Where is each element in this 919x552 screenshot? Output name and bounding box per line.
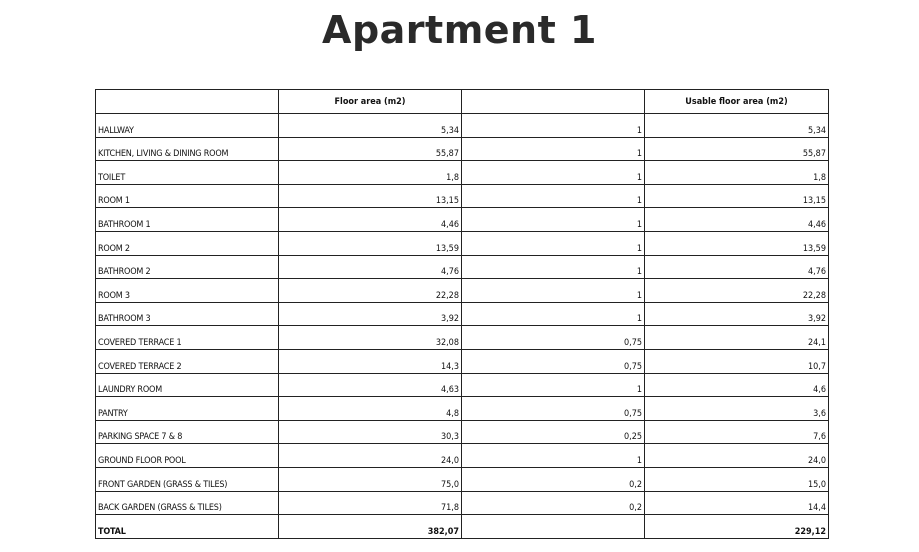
room-name-cell: TOILET bbox=[96, 161, 279, 185]
coefficient-cell: 1 bbox=[462, 302, 645, 326]
floor-area-cell: 4,46 bbox=[279, 208, 462, 232]
table-row bbox=[96, 161, 829, 185]
table-row bbox=[96, 255, 829, 279]
floor-area-cell: 71,8 bbox=[279, 491, 462, 515]
total-coefficient-cell bbox=[462, 515, 645, 539]
room-name-cell: ROOM 2 bbox=[96, 231, 279, 255]
room-name-cell: GROUND FLOOR POOL bbox=[96, 444, 279, 468]
floor-area-cell: 3,92 bbox=[279, 302, 462, 326]
floor-area-table bbox=[95, 89, 829, 539]
usable-area-cell: 4,6 bbox=[645, 373, 829, 397]
floor-area-cell: 4,8 bbox=[279, 397, 462, 421]
usable-area-cell: 13,59 bbox=[645, 231, 829, 255]
usable-area-cell: 13,15 bbox=[645, 184, 829, 208]
table-row bbox=[96, 444, 829, 468]
coefficient-cell: 1 bbox=[462, 255, 645, 279]
coefficient-cell: 1 bbox=[462, 208, 645, 232]
coefficient-cell: 1 bbox=[462, 184, 645, 208]
floor-area-cell: 14,3 bbox=[279, 349, 462, 373]
room-name-cell: PANTRY bbox=[96, 397, 279, 421]
header-coefficient bbox=[462, 90, 645, 114]
usable-area-cell: 24,1 bbox=[645, 326, 829, 350]
coefficient-cell: 1 bbox=[462, 279, 645, 303]
room-name-cell: COVERED TERRACE 1 bbox=[96, 326, 279, 350]
usable-area-cell: 14,4 bbox=[645, 491, 829, 515]
coefficient-cell: 0,75 bbox=[462, 397, 645, 421]
usable-area-cell: 10,7 bbox=[645, 349, 829, 373]
room-name-cell: ROOM 3 bbox=[96, 279, 279, 303]
room-name-cell: COVERED TERRACE 2 bbox=[96, 349, 279, 373]
table-row bbox=[96, 302, 829, 326]
total-room-name-cell: TOTAL bbox=[96, 515, 279, 539]
table-row bbox=[96, 397, 829, 421]
floor-area-cell: 24,0 bbox=[279, 444, 462, 468]
floor-area-cell: 5,34 bbox=[279, 114, 462, 138]
table-row bbox=[96, 114, 829, 138]
coefficient-cell: 0,75 bbox=[462, 349, 645, 373]
floor-area-cell: 13,15 bbox=[279, 184, 462, 208]
usable-area-cell: 24,0 bbox=[645, 444, 829, 468]
room-name-cell: BATHROOM 3 bbox=[96, 302, 279, 326]
coefficient-cell: 1 bbox=[462, 114, 645, 138]
total-usable-area-cell: 229,12 bbox=[645, 515, 829, 539]
header-room bbox=[96, 90, 279, 114]
coefficient-cell: 0,75 bbox=[462, 326, 645, 350]
room-name-cell: KITCHEN, LIVING & DINING ROOM bbox=[96, 137, 279, 161]
usable-area-cell: 22,28 bbox=[645, 279, 829, 303]
floor-area-cell: 13,59 bbox=[279, 231, 462, 255]
floor-area-cell: 22,28 bbox=[279, 279, 462, 303]
coefficient-cell: 1 bbox=[462, 161, 645, 185]
room-name-cell: BATHROOM 1 bbox=[96, 208, 279, 232]
table-row bbox=[96, 326, 829, 350]
floor-area-cell: 32,08 bbox=[279, 326, 462, 350]
table-row bbox=[96, 349, 829, 373]
coefficient-cell: 0,2 bbox=[462, 491, 645, 515]
coefficient-cell: 1 bbox=[462, 373, 645, 397]
header-usable-area: Usable floor area (m2) bbox=[645, 90, 829, 114]
table-row bbox=[96, 467, 829, 491]
table-row bbox=[96, 137, 829, 161]
total-row bbox=[96, 515, 829, 539]
floor-area-cell: 4,76 bbox=[279, 255, 462, 279]
coefficient-cell: 1 bbox=[462, 231, 645, 255]
usable-area-cell: 1,8 bbox=[645, 161, 829, 185]
coefficient-cell: 1 bbox=[462, 137, 645, 161]
table-header-row bbox=[96, 90, 829, 114]
usable-area-cell: 3,92 bbox=[645, 302, 829, 326]
coefficient-cell: 0,25 bbox=[462, 420, 645, 444]
coefficient-cell: 0,2 bbox=[462, 467, 645, 491]
usable-area-cell: 7,6 bbox=[645, 420, 829, 444]
usable-area-cell: 4,76 bbox=[645, 255, 829, 279]
usable-area-cell: 3,6 bbox=[645, 397, 829, 421]
page-title: Apartment 1 bbox=[322, 8, 597, 52]
floor-area-cell: 4,63 bbox=[279, 373, 462, 397]
usable-area-cell: 4,46 bbox=[645, 208, 829, 232]
table-row bbox=[96, 208, 829, 232]
header-floor-area: Floor area (m2) bbox=[279, 90, 462, 114]
floor-area-cell: 55,87 bbox=[279, 137, 462, 161]
usable-area-cell: 15,0 bbox=[645, 467, 829, 491]
coefficient-cell: 1 bbox=[462, 444, 645, 468]
table-row bbox=[96, 491, 829, 515]
table-row bbox=[96, 373, 829, 397]
table-row bbox=[96, 420, 829, 444]
room-name-cell: LAUNDRY ROOM bbox=[96, 373, 279, 397]
table-row bbox=[96, 279, 829, 303]
usable-area-cell: 55,87 bbox=[645, 137, 829, 161]
floor-area-cell: 1,8 bbox=[279, 161, 462, 185]
room-name-cell: HALLWAY bbox=[96, 114, 279, 138]
table-row bbox=[96, 231, 829, 255]
room-name-cell: ROOM 1 bbox=[96, 184, 279, 208]
floor-area-cell: 30,3 bbox=[279, 420, 462, 444]
usable-area-cell: 5,34 bbox=[645, 114, 829, 138]
room-name-cell: PARKING SPACE 7 & 8 bbox=[96, 420, 279, 444]
table-row bbox=[96, 184, 829, 208]
room-name-cell: BACK GARDEN (GRASS & TILES) bbox=[96, 491, 279, 515]
room-name-cell: FRONT GARDEN (GRASS & TILES) bbox=[96, 467, 279, 491]
floor-area-cell: 75,0 bbox=[279, 467, 462, 491]
room-name-cell: BATHROOM 2 bbox=[96, 255, 279, 279]
total-floor-area-cell: 382,07 bbox=[279, 515, 462, 539]
table-body bbox=[96, 114, 829, 539]
